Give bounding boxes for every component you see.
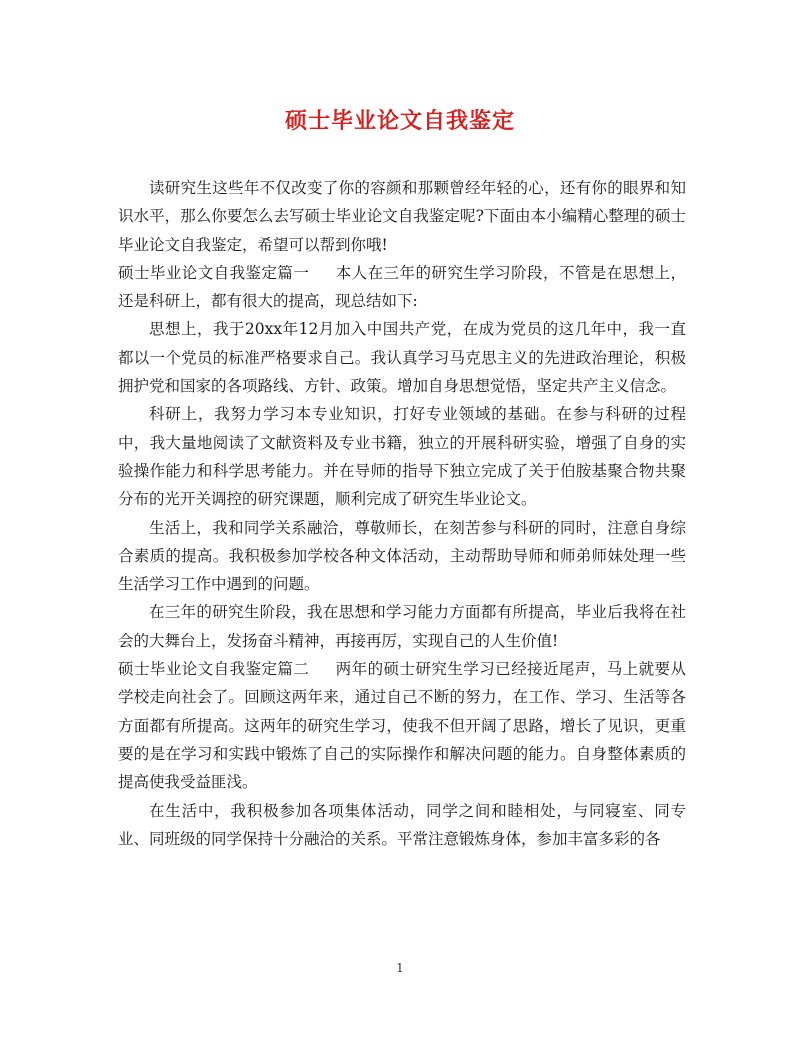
section-two-paragraph xyxy=(118,655,686,796)
document-body xyxy=(118,174,686,853)
summary-paragraph: 在三年的研究生阶段，我在思想和学习能力方面都有所提高，毕业后我将在社会的大舞台上，发扬奋斗精神，再接再厉，实现自己的人生价值! xyxy=(118,603,686,650)
research-paragraph: 科研上，我努力学习本专业知识，打好专业领域的基础。在参与科研的过程中，我大量地阅读了文献资料及专业书籍，独立的开展科研实验，增强了自身的实验操作能力和科学思考能力。并在导师的指导下独立完成了关于伯胺基聚合物共聚分布的光开关调控的研究课题，顺利完成了研究生毕业论文。 xyxy=(118,405,686,509)
thought-paragraph: 思想上，我于20xx年12月加入中国共产党，在成为党员的这几年中，我一直都以一个党员的标准严格要求自己。我认真学习马克思主义的先进政治理论，积极拥护党和国家的各项路线、方针、政策。增加自身思想觉悟，坚定共产主义信念。 xyxy=(118,320,686,396)
section-one-heading: 硕士毕业论文自我鉴定篇一 xyxy=(118,263,310,282)
section-one-lead: 本人在三年的研究生学习阶段，不管是在思想上，还是科研上，都有很大的提高，现总结如下: xyxy=(118,263,686,311)
section-one-paragraph xyxy=(118,259,686,316)
page-title: 硕士毕业论文自我鉴定 xyxy=(284,108,515,134)
life-paragraph: 生活上，我和同学关系融洽，尊敬师长，在刻苦参与科研的同时，注意自身综合素质的提高。我积极参加学校各种文体活动，主动帮助导师和师弟师妹处理一些生活学习工作中遇到的问题。 xyxy=(118,518,686,594)
section-two-lead: 两年的硕士研究生学习已经接近尾声，马上就要从学校走向社会了。回顾这两年来，通过自己不断的努力，在工作、学习、生活等各方面都有所提高。这两年的研究生学习，使我不但开阔了思路，增长了见识，更重要的是在学习和实践中锻炼了自己的实际操作和解决问题的能力。自身整体素质的提高使我受益匪浅。 xyxy=(118,660,686,792)
section-two-heading: 硕士毕业论文自我鉴定篇二 xyxy=(118,660,310,679)
life-two-paragraph: 在生活中，我积极参加各项集体活动，同学之间和睦相处，与同寝室、同专业、同班级的同学保持十分融洽的关系。平常注意锻炼身体，参加丰富多彩的各 xyxy=(118,801,686,848)
page-number: 1 xyxy=(396,961,404,975)
intro-paragraph: 读研究生这些年不仅改变了你的容颜和那颗曾经年轻的心，还有你的眼界和知识水平，那么你要怎么去写硕士毕业论文自我鉴定呢?下面由本小编精心整理的硕士毕业论文自我鉴定，希望可以帮到你哦! xyxy=(118,179,686,254)
